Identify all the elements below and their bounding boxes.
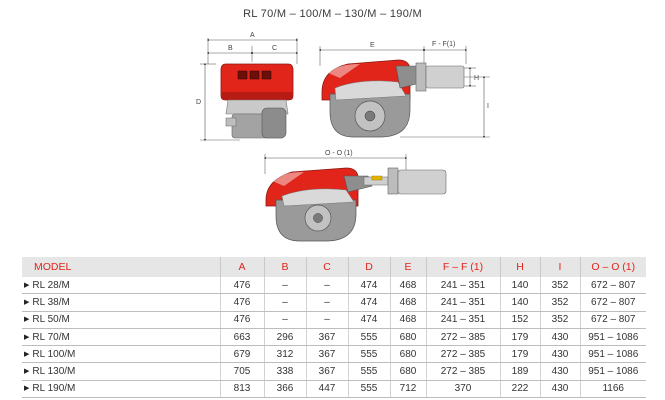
- triangle-bullet-icon: ▶: [24, 281, 30, 289]
- dim-label-c: C: [272, 45, 278, 52]
- table-row: [22, 346, 646, 363]
- model-name: RL 38/M: [32, 296, 70, 308]
- value-cell: 680: [390, 328, 426, 345]
- value-cell: 241 – 351: [426, 277, 500, 294]
- value-cell: 476: [220, 294, 264, 311]
- value-cell: 447: [306, 380, 348, 397]
- col-header-h: H: [500, 257, 540, 277]
- col-header-b: B: [264, 257, 306, 277]
- table-row: [22, 328, 646, 345]
- value-cell: 222: [500, 380, 540, 397]
- value-cell: 476: [220, 311, 264, 328]
- dim-label-h: H: [474, 75, 480, 82]
- value-cell: 474: [348, 311, 390, 328]
- table-row: [22, 277, 646, 294]
- model-name: RL 50/M: [32, 314, 70, 326]
- value-cell: 272 – 385: [426, 346, 500, 363]
- model-cell: [22, 363, 220, 380]
- value-cell: 474: [348, 294, 390, 311]
- table-row: [22, 380, 646, 397]
- model-name: RL 190/M: [32, 383, 76, 395]
- value-cell: 312: [264, 346, 306, 363]
- value-cell: 663: [220, 328, 264, 345]
- value-cell: –: [264, 294, 306, 311]
- value-cell: 555: [348, 380, 390, 397]
- table-row: [22, 294, 646, 311]
- value-cell: 140: [500, 294, 540, 311]
- model-name: RL 130/M: [32, 366, 76, 378]
- value-cell: –: [306, 311, 348, 328]
- value-cell: 679: [220, 346, 264, 363]
- col-header-oo: O – O (1): [580, 257, 646, 277]
- value-cell: 179: [500, 346, 540, 363]
- value-cell: 430: [540, 328, 580, 345]
- triangle-bullet-icon: ▶: [24, 368, 30, 376]
- front-view-drawing: [196, 32, 297, 140]
- dim-label-e: E: [370, 42, 375, 49]
- value-cell: 296: [264, 328, 306, 345]
- value-cell: 241 – 351: [426, 294, 500, 311]
- col-header-d: D: [348, 257, 390, 277]
- dimensions-table: [22, 257, 646, 398]
- model-cell: [22, 328, 220, 345]
- value-cell: 367: [306, 346, 348, 363]
- col-header-c: C: [306, 257, 348, 277]
- value-cell: 241 – 351: [426, 311, 500, 328]
- value-cell: 672 – 807: [580, 311, 646, 328]
- value-cell: 366: [264, 380, 306, 397]
- value-cell: 352: [540, 294, 580, 311]
- value-cell: 152: [500, 311, 540, 328]
- value-cell: 352: [540, 311, 580, 328]
- table-row: [22, 311, 646, 328]
- value-cell: 813: [220, 380, 264, 397]
- value-cell: –: [306, 277, 348, 294]
- value-cell: 680: [390, 346, 426, 363]
- table-header-row: [22, 257, 646, 277]
- value-cell: 272 – 385: [426, 328, 500, 345]
- value-cell: –: [264, 311, 306, 328]
- col-header-i: I: [540, 257, 580, 277]
- value-cell: 712: [390, 380, 426, 397]
- model-cell: [22, 294, 220, 311]
- model-cell: [22, 380, 220, 397]
- col-header-ff: F – F (1): [426, 257, 500, 277]
- value-cell: 367: [306, 363, 348, 380]
- triangle-bullet-icon: ▶: [24, 316, 30, 324]
- triangle-bullet-icon: ▶: [24, 333, 30, 341]
- table-row: [22, 363, 646, 380]
- value-cell: 189: [500, 363, 540, 380]
- triangle-bullet-icon: ▶: [24, 350, 30, 358]
- burner-dimension-drawings: [0, 20, 665, 256]
- triangle-bullet-icon: ▶: [24, 298, 30, 306]
- model-cell: [22, 346, 220, 363]
- model-cell: [22, 277, 220, 294]
- value-cell: 672 – 807: [580, 277, 646, 294]
- value-cell: 1166: [580, 380, 646, 397]
- value-cell: 555: [348, 346, 390, 363]
- value-cell: 476: [220, 277, 264, 294]
- value-cell: 555: [348, 363, 390, 380]
- value-cell: 468: [390, 277, 426, 294]
- dim-label-oo: O - O (1): [325, 150, 353, 157]
- model-name: RL 28/M: [32, 279, 70, 291]
- dim-label-d: D: [196, 99, 202, 106]
- value-cell: 140: [500, 277, 540, 294]
- value-cell: 272 – 385: [426, 363, 500, 380]
- value-cell: 474: [348, 277, 390, 294]
- value-cell: 370: [426, 380, 500, 397]
- value-cell: 705: [220, 363, 264, 380]
- value-cell: 352: [540, 277, 580, 294]
- col-header-a: A: [220, 257, 264, 277]
- value-cell: –: [264, 277, 306, 294]
- model-cell: [22, 311, 220, 328]
- value-cell: 179: [500, 328, 540, 345]
- col-header-e: E: [390, 257, 426, 277]
- value-cell: 951 – 1086: [580, 328, 646, 345]
- value-cell: 951 – 1086: [580, 363, 646, 380]
- lower-view-drawing: [265, 150, 446, 241]
- dim-label-b: B: [228, 45, 233, 52]
- value-cell: 468: [390, 311, 426, 328]
- col-header-model: MODEL: [22, 257, 220, 277]
- value-cell: –: [306, 294, 348, 311]
- model-name: RL 70/M: [32, 331, 70, 343]
- value-cell: 672 – 807: [580, 294, 646, 311]
- dim-label-a: A: [250, 32, 255, 39]
- page-title: RL 70/M – 100/M – 130/M – 190/M: [243, 8, 422, 20]
- dim-label-ff: F - F(1): [432, 41, 456, 48]
- value-cell: 555: [348, 328, 390, 345]
- value-cell: 430: [540, 346, 580, 363]
- value-cell: 951 – 1086: [580, 346, 646, 363]
- triangle-bullet-icon: ▶: [24, 385, 30, 393]
- value-cell: 367: [306, 328, 348, 345]
- side-view-drawing: [320, 41, 490, 137]
- value-cell: 338: [264, 363, 306, 380]
- dim-label-i: I: [487, 103, 489, 110]
- model-name: RL 100/M: [32, 348, 76, 360]
- value-cell: 680: [390, 363, 426, 380]
- value-cell: 430: [540, 363, 580, 380]
- value-cell: 430: [540, 380, 580, 397]
- value-cell: 468: [390, 294, 426, 311]
